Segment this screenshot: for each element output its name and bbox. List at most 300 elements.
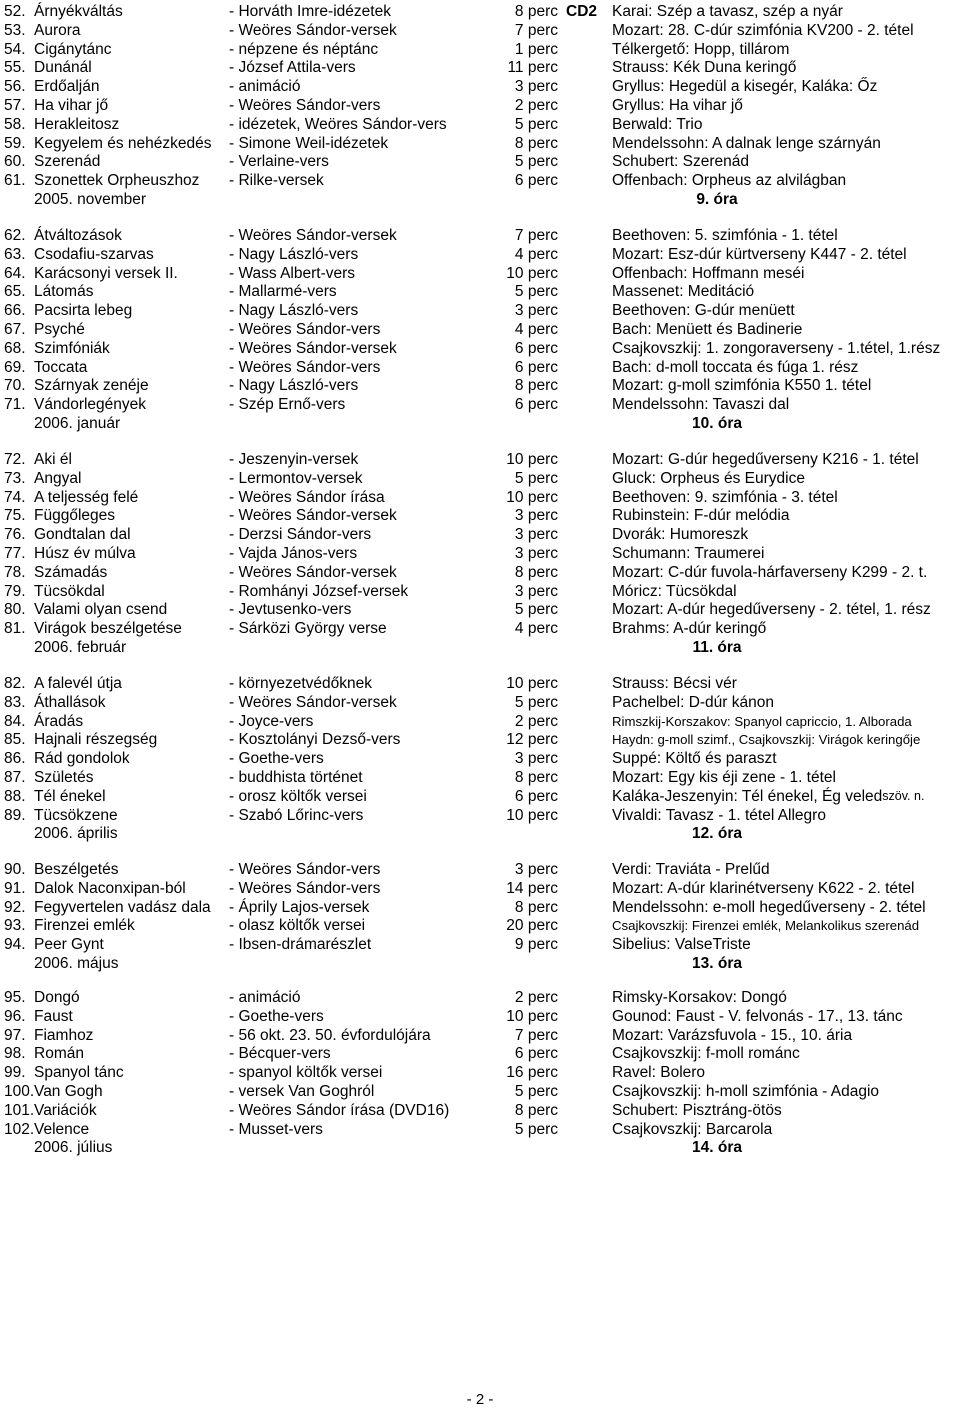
item-title: Tél énekel — [34, 787, 106, 805]
item-title: Szimfóniák — [34, 339, 110, 357]
item-duration: 2 perc — [514, 989, 558, 1006]
item-title: Rád gondolok — [34, 750, 130, 768]
item-duration: 7 perc — [514, 1026, 558, 1044]
item-duration: 10 perc — [506, 806, 558, 824]
item-music: Verdi: Traviáta - Prelűd — [612, 861, 770, 878]
item-title: Ha vihar jő — [34, 97, 109, 114]
item-title: Vándorlegények — [34, 396, 147, 414]
item-duration: 20 perc — [506, 917, 558, 935]
item-music: Rimszkij-Korszakov: Spanyol capriccio, 1. Alborada — [612, 713, 912, 729]
item-source: - versek Van Goghról — [229, 1083, 375, 1100]
table-row — [0, 58, 960, 77]
table-row — [0, 358, 960, 377]
item-music: Rubinstein: F-dúr melódia — [612, 507, 790, 525]
table-row — [0, 395, 960, 414]
item-number: 100. — [4, 1083, 35, 1100]
item-number: 67. — [4, 321, 26, 338]
item-number: 64. — [4, 264, 26, 282]
item-title: Szerenád — [34, 153, 101, 171]
table-row — [0, 134, 960, 153]
item-duration: 1 perc — [514, 40, 558, 58]
item-music: Mozart: G-dúr hegedűverseny K216 - 1. tétel — [612, 451, 919, 468]
item-source: - Weöres Sándor-vers — [229, 879, 381, 897]
lesson-label: 9. óra — [696, 191, 738, 208]
table-row — [0, 376, 960, 395]
item-title: A falevél útja — [34, 675, 122, 692]
item-duration: 5 perc — [514, 115, 558, 133]
item-duration: 4 perc — [514, 245, 558, 263]
item-number: 70. — [4, 377, 26, 395]
item-number: 94. — [4, 936, 26, 954]
item-duration: 12 perc — [506, 731, 558, 749]
item-duration: 3 perc — [514, 526, 558, 544]
table-row — [0, 619, 960, 638]
item-number: 84. — [4, 712, 26, 730]
item-duration: 2 perc — [514, 97, 558, 114]
item-source: - Áprily Lajos-versek — [229, 898, 370, 916]
item-source: - buddhista történet — [229, 769, 363, 786]
item-music: Móricz: Tücsökdal — [612, 582, 737, 600]
item-number: 91. — [4, 879, 26, 897]
item-music: Csajkovszkij: Firenzei emlék, Melankolikus szerenád — [612, 918, 920, 934]
item-source: - Jevtusenko-vers — [229, 601, 352, 619]
item-source: - idézetek, Weöres Sándor-vers — [229, 115, 447, 133]
item-number: 61. — [4, 172, 26, 190]
item-music: Strauss: Bécsi vér — [612, 675, 737, 692]
item-duration: 8 perc — [514, 1101, 558, 1119]
item-source: - Kosztolányi Dezső-vers — [229, 731, 401, 749]
item-duration: 10 perc — [506, 675, 558, 692]
table-row — [0, 1026, 960, 1045]
item-number: 55. — [4, 59, 26, 77]
item-title: Áradás — [34, 712, 84, 730]
item-number: 69. — [4, 358, 26, 376]
table-row — [0, 506, 960, 525]
item-number: 57. — [4, 97, 26, 114]
item-duration: 16 perc — [506, 1064, 558, 1082]
item-title: Szonettek Orpheuszhoz — [34, 172, 200, 190]
item-source: - animáció — [229, 989, 301, 1006]
lesson-label: 12. óra — [692, 825, 742, 843]
table-row — [0, 988, 960, 1007]
table-row — [0, 21, 960, 40]
item-music: Mozart: Egy kis éji zene - 1. tétel — [612, 769, 836, 786]
item-number: 89. — [4, 806, 26, 824]
item-duration: 3 perc — [514, 78, 558, 96]
item-source: - Wass Albert-vers — [229, 264, 356, 282]
item-source: - Weöres Sándor-vers — [229, 97, 381, 114]
lesson-label: 10. óra — [692, 415, 742, 432]
item-title: Aurora — [34, 21, 81, 39]
group-date: 2006. május — [34, 955, 119, 972]
item-music: Csajkovszkij: f-moll románc — [612, 1045, 800, 1063]
item-music: Csajkovszkij: Barcarola — [612, 1120, 773, 1138]
item-number: 88. — [4, 787, 26, 805]
group-footer — [0, 414, 960, 433]
item-music: Mozart: g-moll szimfónia K550 1. tétel — [612, 377, 872, 395]
item-music: Schumann: Traumerei — [612, 545, 765, 562]
item-title: Toccata — [34, 358, 88, 376]
item-music: Mozart: Varázsfuvola - 15., 10. ária — [612, 1026, 853, 1044]
table-row — [0, 916, 960, 935]
item-source: - Weöres Sándor írása (DVD16) — [229, 1101, 450, 1119]
table-row — [0, 1007, 960, 1026]
item-music: Dvorák: Humoreszk — [612, 526, 749, 544]
table-row — [0, 935, 960, 954]
item-title: Firenzei emlék — [34, 917, 135, 935]
item-duration: 4 perc — [514, 620, 558, 638]
group-footer — [0, 954, 960, 973]
item-source: - Simone Weil-idézetek — [229, 134, 389, 152]
item-source: - Szép Ernő-vers — [229, 396, 346, 414]
item-title: Árnyékváltás — [34, 3, 123, 20]
item-number: 68. — [4, 339, 26, 357]
item-title: Fiamhoz — [34, 1026, 94, 1044]
table-row — [0, 77, 960, 96]
item-duration: 3 perc — [514, 750, 558, 768]
item-number: 74. — [4, 488, 26, 506]
group-footer — [0, 824, 960, 843]
item-number: 102. — [4, 1120, 35, 1138]
table-row — [0, 264, 960, 283]
item-music: Sibelius: ValseTriste — [612, 936, 751, 954]
item-title: Erdőalján — [34, 78, 100, 96]
item-number: 86. — [4, 750, 26, 768]
item-number: 79. — [4, 582, 26, 600]
item-duration: 8 perc — [514, 769, 558, 786]
item-source: - környezetvédőknek — [229, 675, 373, 692]
item-duration: 8 perc — [514, 134, 558, 152]
item-title: Pacsirta lebeg — [34, 302, 133, 320]
item-music: Mozart: A-dúr klarinétverseny K622 - 2. tétel — [612, 879, 915, 897]
item-duration: 8 perc — [514, 377, 558, 395]
item-music: Gryllus: Ha vihar jő — [612, 97, 743, 114]
item-title: Psyché — [34, 321, 85, 338]
table-row — [0, 1082, 960, 1101]
item-number: 59. — [4, 134, 26, 152]
table-row — [0, 488, 960, 507]
item-music: Beethoven: 5. szimfónia - 1. tétel — [612, 227, 838, 244]
table-row — [0, 860, 960, 879]
item-title: Van Gogh — [34, 1083, 103, 1100]
item-title: Átváltozások — [34, 227, 122, 244]
item-title: Születés — [34, 769, 94, 786]
item-music: Bach: d-moll toccata és fúga 1. rész — [612, 358, 859, 376]
item-title: Román — [34, 1045, 84, 1063]
item-music: Mendelssohn: Tavaszi dal — [612, 396, 790, 414]
item-title: Dunánál — [34, 59, 92, 77]
item-number: 71. — [4, 396, 26, 414]
table-row — [0, 152, 960, 171]
item-number: 54. — [4, 40, 26, 58]
item-source: - József Attila-vers — [229, 59, 356, 77]
item-number: 62. — [4, 227, 26, 244]
table-row — [0, 582, 960, 601]
table-row — [0, 600, 960, 619]
item-music: Karai: Szép a tavasz, szép a nyár — [612, 3, 843, 20]
item-duration: 2 perc — [514, 712, 558, 730]
item-title: Csodafiu-szarvas — [34, 245, 154, 263]
item-number: 97. — [4, 1026, 26, 1044]
item-duration: 5 perc — [514, 693, 558, 711]
item-source: - Weöres Sándor-versek — [229, 227, 397, 244]
item-title: Függőleges — [34, 507, 116, 525]
group-date: 2006. február — [34, 639, 127, 656]
item-music-note: szöv. n. — [882, 788, 925, 803]
item-title: Gondtalan dal — [34, 526, 131, 544]
item-music: Strauss: Kék Duna keringő — [612, 59, 797, 77]
table-row — [0, 320, 960, 339]
item-source: - Nagy László-vers — [229, 302, 359, 320]
item-title: Herakleitosz — [34, 115, 120, 133]
item-music: Pachelbel: D-dúr kánon — [612, 693, 774, 711]
item-number: 72. — [4, 451, 26, 468]
item-music: Schubert: Pisztráng-ötös — [612, 1101, 782, 1119]
item-source: - Weöres Sándor-vers — [229, 321, 381, 338]
item-duration: 5 perc — [514, 1120, 558, 1138]
item-source: - népzene és néptánc — [229, 40, 379, 58]
item-source: - Jeszenyin-versek — [229, 451, 359, 468]
item-source: - Romhányi József-versek — [229, 582, 409, 600]
table-row — [0, 544, 960, 563]
item-music: Mozart: Esz-dúr kürtverseny K447 - 2. tétel — [612, 245, 907, 263]
item-number: 73. — [4, 469, 26, 487]
lesson-label: 14. óra — [692, 1139, 742, 1157]
item-duration: 6 perc — [514, 787, 558, 805]
item-title: Áthallások — [34, 693, 106, 711]
item-duration: 6 perc — [514, 1045, 558, 1063]
item-duration: 11 perc — [507, 59, 558, 77]
table-row — [0, 226, 960, 245]
item-title: Peer Gynt — [34, 936, 104, 954]
item-music: Mendelssohn: A dalnak lenge szárnyán — [612, 134, 881, 152]
item-duration: 6 perc — [514, 396, 558, 414]
item-music: Brahms: A-dúr keringő — [612, 620, 767, 638]
table-row — [0, 768, 960, 787]
item-duration: 6 perc — [514, 358, 558, 376]
item-duration: 7 perc — [514, 227, 558, 244]
item-duration: 6 perc — [514, 172, 558, 190]
group-date: 2005. november — [34, 191, 147, 208]
item-number: 78. — [4, 563, 26, 581]
item-number: 87. — [4, 769, 26, 786]
item-source: - Horváth Imre-idézetek — [229, 3, 391, 20]
item-number: 80. — [4, 601, 26, 619]
table-row — [0, 469, 960, 488]
item-source: - Weöres Sándor-versek — [229, 507, 397, 525]
table-row — [0, 674, 960, 693]
item-title: Cigánytánc — [34, 40, 112, 58]
group-date: 2006. április — [34, 825, 118, 843]
table-row — [0, 282, 960, 301]
item-title: Velence — [34, 1120, 90, 1138]
item-duration: 5 perc — [514, 283, 558, 301]
item-music: Massenet: Meditáció — [612, 283, 755, 301]
item-number: 75. — [4, 507, 26, 525]
item-music: Kaláka-Jeszenyin: Tél énekel, Ég veled szöv. n. — [612, 787, 925, 805]
item-music: Télkergető: Hopp, tillárom — [612, 40, 790, 58]
item-title: Húsz év múlva — [34, 545, 136, 562]
item-number: 101. — [4, 1101, 35, 1119]
item-duration: 3 perc — [514, 302, 558, 320]
item-music: Gounod: Faust - V. felvonás - 17., 13. tánc — [612, 1007, 903, 1025]
table-row — [0, 525, 960, 544]
item-music: Mendelssohn: e-moll hegedűverseny - 2. tétel — [612, 898, 926, 916]
item-title: Beszélgetés — [34, 861, 119, 878]
item-duration: 8 perc — [514, 3, 558, 20]
item-number: 82. — [4, 675, 26, 692]
item-number: 81. — [4, 620, 26, 638]
item-number: 92. — [4, 898, 26, 916]
item-music: Csajkovszkij: 1. zongoraverseny - 1.tétel, 1.rész — [612, 339, 941, 357]
table-row — [0, 879, 960, 898]
group-footer — [0, 638, 960, 657]
item-number: 63. — [4, 245, 26, 263]
table-row — [0, 693, 960, 712]
item-duration: 6 perc — [514, 339, 558, 357]
cd-label: CD2 — [566, 3, 598, 20]
item-music: Mozart: A-dúr hegedűverseny - 2. tétel, 1. rész — [612, 601, 931, 619]
table-row — [0, 115, 960, 134]
item-title: Angyal — [34, 469, 82, 487]
item-duration: 5 perc — [514, 601, 558, 619]
table-row — [0, 898, 960, 917]
page-number: - 2 - — [466, 1391, 494, 1408]
item-source: - Goethe-vers — [229, 1007, 324, 1025]
item-title: Valami olyan csend — [34, 601, 168, 619]
item-duration: 8 perc — [514, 563, 558, 581]
table-row — [0, 96, 960, 115]
table-row — [0, 1120, 960, 1139]
item-source: - Rilke-versek — [229, 172, 324, 190]
item-duration: 3 perc — [514, 507, 558, 525]
item-source: - Weöres Sándor-versek — [229, 693, 397, 711]
table-row — [0, 450, 960, 469]
table-row — [0, 787, 960, 806]
item-source: - Lermontov-versek — [229, 469, 363, 487]
item-duration: 5 perc — [514, 1083, 558, 1100]
item-title: Fegyvertelen vadász dala — [34, 898, 211, 916]
item-music: Rimsky-Korsakov: Dongó — [612, 989, 787, 1006]
item-number: 83. — [4, 693, 26, 711]
table-row — [0, 339, 960, 358]
item-title: Tücsökdal — [34, 582, 105, 600]
item-source: - Weöres Sándor írása — [229, 488, 385, 506]
item-source: - Joyce-vers — [229, 712, 314, 730]
item-music: Csajkovszkij: h-moll szimfónia - Adagio — [612, 1083, 880, 1100]
item-title: Kegyelem és nehézkedés — [34, 134, 212, 152]
item-title: Virágok beszélgetése — [34, 620, 182, 638]
item-number: 60. — [4, 153, 26, 171]
item-duration: 10 perc — [506, 264, 558, 282]
table-row — [0, 2, 960, 21]
item-number: 93. — [4, 917, 26, 935]
item-source: - Mallarmé-vers — [229, 283, 337, 301]
group-date: 2006. január — [34, 415, 121, 432]
item-duration: 3 perc — [514, 582, 558, 600]
table-row — [0, 806, 960, 825]
group-footer — [0, 1138, 960, 1157]
table-row — [0, 1044, 960, 1063]
item-title: Látomás — [34, 283, 94, 301]
table-row — [0, 563, 960, 582]
item-duration: 5 perc — [514, 469, 558, 487]
table-row — [0, 245, 960, 264]
item-duration: 5 perc — [514, 153, 558, 171]
item-title: A teljesség felé — [34, 488, 139, 506]
item-number: 77. — [4, 545, 26, 562]
item-source: - Weöres Sándor-versek — [229, 563, 397, 581]
item-source: - Weöres Sándor-vers — [229, 358, 381, 376]
item-duration: 3 perc — [514, 861, 558, 878]
item-music: Mozart: C-dúr fuvola-hárfaverseny K299 - 2. t. — [612, 563, 928, 581]
item-number: 96. — [4, 1007, 26, 1025]
item-music: Schubert: Szerenád — [612, 153, 750, 171]
item-duration: 10 perc — [506, 488, 558, 506]
item-music: Suppé: Költő és paraszt — [612, 750, 777, 768]
item-music: Berwald: Trio — [612, 115, 703, 133]
item-source: - Nagy László-vers — [229, 245, 359, 263]
item-source: - Derzsi Sándor-vers — [229, 526, 372, 544]
group-footer — [0, 190, 960, 209]
item-source: - Sárközi György verse — [229, 620, 387, 638]
item-number: 58. — [4, 115, 26, 133]
item-duration: 14 perc — [506, 879, 558, 897]
item-title: Dalok Naconxipan-ból — [34, 879, 186, 897]
item-source: - Verlaine-vers — [229, 153, 329, 171]
table-row — [0, 749, 960, 768]
item-number: 85. — [4, 731, 26, 749]
item-title: Szárnyak zenéje — [34, 377, 149, 395]
item-number: 53. — [4, 21, 26, 39]
item-source: - Nagy László-vers — [229, 377, 359, 395]
item-duration: 10 perc — [506, 1007, 558, 1025]
lesson-label: 13. óra — [692, 955, 742, 972]
item-number: 99. — [4, 1064, 26, 1082]
item-source: - Weöres Sándor-versek — [229, 339, 397, 357]
item-duration: 10 perc — [506, 451, 558, 468]
item-title: Számadás — [34, 563, 108, 581]
item-number: 76. — [4, 526, 26, 544]
item-source: - orosz költők versei — [229, 787, 367, 805]
item-title: Karácsonyi versek II. — [34, 264, 178, 282]
item-source: - 56 okt. 23. 50. évfordulójára — [229, 1026, 431, 1044]
item-duration: 4 perc — [514, 321, 558, 338]
table-row — [0, 40, 960, 59]
table-row — [0, 730, 960, 749]
item-source: - olasz költők versei — [229, 917, 366, 935]
item-title: Spanyol tánc — [34, 1064, 124, 1082]
item-title: Aki él — [34, 451, 72, 468]
item-music: Beethoven: G-dúr menüett — [612, 302, 795, 320]
item-source: - Weöres Sándor-versek — [229, 21, 397, 39]
table-row — [0, 1101, 960, 1120]
item-source: - Bécquer-vers — [229, 1045, 331, 1063]
table-row — [0, 171, 960, 190]
item-title: Hajnali részegség — [34, 731, 158, 749]
item-source: - Goethe-vers — [229, 750, 324, 768]
table-row — [0, 301, 960, 320]
item-music: Haydn: g-moll szimf., Csajkovszkij: Virágok keringője — [612, 732, 921, 748]
table-row — [0, 1063, 960, 1082]
item-number: 95. — [4, 989, 26, 1006]
item-number: 52. — [4, 3, 26, 20]
item-duration: 9 perc — [514, 936, 558, 954]
item-title: Faust — [34, 1007, 73, 1025]
item-title: Variációk — [34, 1101, 97, 1119]
item-music: Offenbach: Hoffmann meséi — [612, 264, 805, 282]
item-duration: 8 perc — [514, 898, 558, 916]
